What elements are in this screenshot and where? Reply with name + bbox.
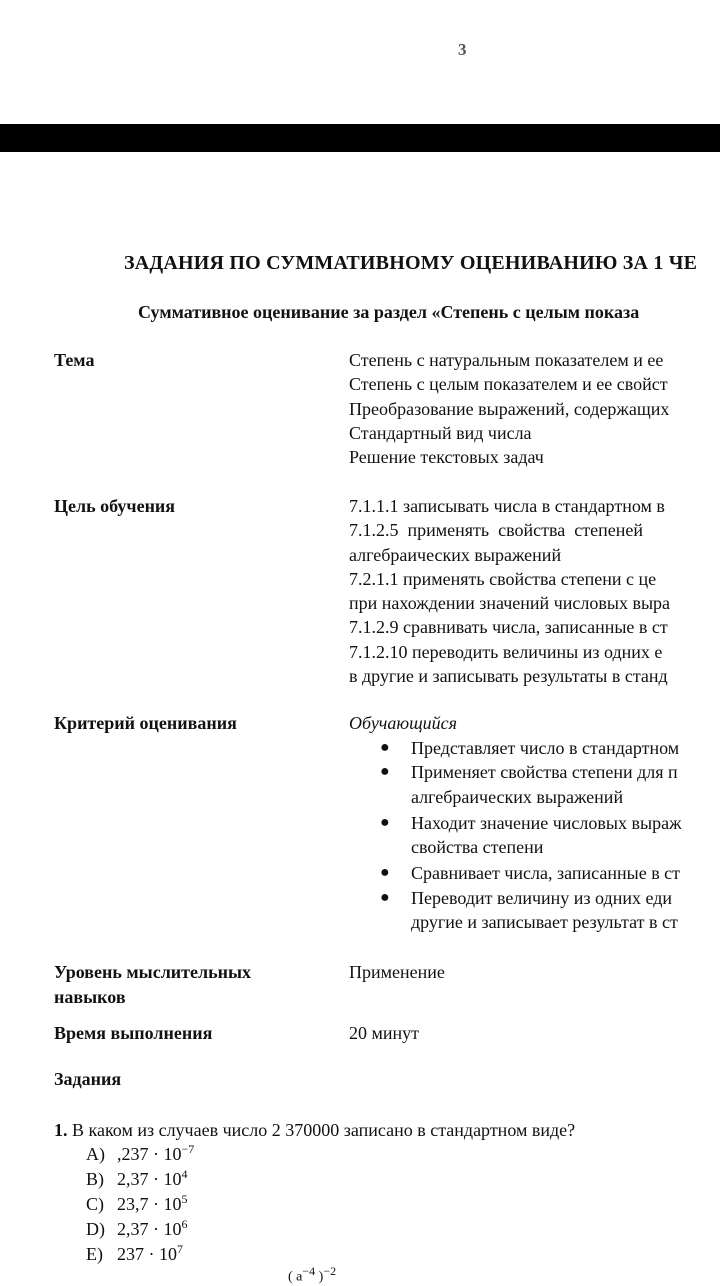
answer-options — [86, 1142, 194, 1267]
option-letter: A) — [86, 1144, 105, 1164]
option-base: 23,7 · 10 — [117, 1194, 182, 1214]
criteria-bullets — [380, 736, 682, 934]
skills-value: Применение — [349, 962, 445, 982]
goal-line: алгебраических выражений — [349, 544, 562, 565]
cut-off-expression: ( $a^{-4}$ )$^{-2}$ — [288, 1264, 337, 1285]
question-text: В каком из случаев число 2 370000 записано в стандартном виде? — [72, 1120, 576, 1140]
document-subtitle: Суммативное оценивание за раздел «Степень с целым показа — [138, 302, 640, 322]
skills-label — [54, 960, 251, 1010]
bullet-text: Сравнивает числа, записанные в ст — [411, 863, 681, 884]
goal-list — [349, 494, 670, 688]
goal-line: 7.1.2.10 переводить величины из одних е — [349, 641, 663, 662]
bullet-icon: ● — [380, 739, 390, 756]
option-base: 2,37 · 10 — [117, 1219, 182, 1239]
option-exponent: −7 — [181, 1142, 195, 1156]
option-exponent: 7 — [177, 1242, 183, 1256]
bullet-text: свойства степени — [411, 837, 544, 858]
topic-line: Стандартный вид числа — [349, 422, 532, 443]
answer-option — [86, 1167, 194, 1192]
option-exponent: 5 — [181, 1192, 188, 1206]
criteria-bullet — [380, 886, 682, 935]
bullet-text: Представляет число в стандартном — [411, 738, 680, 758]
option-base: 2,37 · 10 — [117, 1169, 182, 1189]
bullet-icon: ● — [380, 888, 390, 906]
criteria-bullet — [380, 861, 682, 885]
question-number: 1. — [54, 1120, 68, 1140]
time-value: 20 минут — [349, 1023, 420, 1043]
black-bar — [0, 124, 720, 152]
page-number: 3 — [458, 40, 467, 59]
bullet-text: другие и записывает результат в ст — [411, 912, 678, 933]
bullet-icon: ● — [380, 813, 390, 831]
criteria-bullet — [380, 811, 682, 860]
topic-line: Преобразование выражений, содержащих — [349, 398, 670, 419]
skills-label-line: Уровень мыслительных — [54, 962, 252, 982]
goal-label: Цель обучения — [54, 496, 176, 516]
criteria-bullet — [380, 760, 682, 809]
option-exponent: 4 — [181, 1167, 188, 1181]
goal-line: 7.1.2.5 применять свойства степеней — [349, 520, 643, 541]
option-letter: B) — [86, 1169, 104, 1189]
goal-line: 7.1.2.9 сравнивать числа, записанные в ст — [349, 617, 668, 638]
bullet-text: алгебраических выражений — [411, 786, 624, 807]
goal-line: 7.2.1.1 применять свойства степени с це — [349, 568, 657, 589]
bullet-icon: ● — [380, 763, 390, 781]
option-letter: E) — [86, 1244, 103, 1264]
time-label: Время выполнения — [54, 1023, 213, 1043]
answer-option — [86, 1142, 194, 1167]
criteria-bullet — [380, 736, 682, 760]
answer-option — [86, 1242, 194, 1267]
criteria-label: Критерий оценивания — [54, 713, 237, 733]
bullet-text: Применяет свойства степени для п — [411, 762, 678, 783]
question-1 — [54, 1118, 575, 1142]
answer-option — [86, 1192, 194, 1217]
topic-line: Решение текстовых задач — [349, 447, 544, 468]
bullet-icon: ● — [380, 864, 390, 882]
topic-line: Степень с целым показателем и ее свойст — [349, 374, 668, 395]
skills-label-line: навыков — [54, 987, 126, 1007]
topic-line: Степень с натуральным показателем и ее — [349, 350, 664, 370]
goal-line: 7.1.1.1 записывать числа в стандартном в — [349, 496, 665, 516]
document-title: ЗАДАНИЯ ПО СУММАТИВНОМУ ОЦЕНИВАНИЮ ЗА 1 ЧЕ — [124, 252, 698, 274]
answer-option — [86, 1217, 194, 1242]
tasks-heading: Задания — [54, 1069, 122, 1089]
bullet-text: Переводит величину из одних еди — [411, 887, 672, 908]
option-base: ,237 · 10 — [117, 1144, 182, 1164]
goal-line: в другие и записывать результаты в станд — [349, 666, 668, 687]
topic-label: Тема — [54, 350, 95, 370]
topic-list — [349, 348, 669, 469]
criteria-intro: Обучающийся — [349, 713, 458, 733]
option-letter: D) — [86, 1219, 105, 1239]
option-exponent: 6 — [181, 1217, 188, 1231]
option-base: 237 · 10 — [117, 1244, 177, 1264]
option-letter: C) — [86, 1194, 104, 1214]
goal-line: при нахождении значений числовых выра — [349, 593, 671, 614]
bullet-text: Находит значение числовых выраж — [411, 812, 682, 833]
